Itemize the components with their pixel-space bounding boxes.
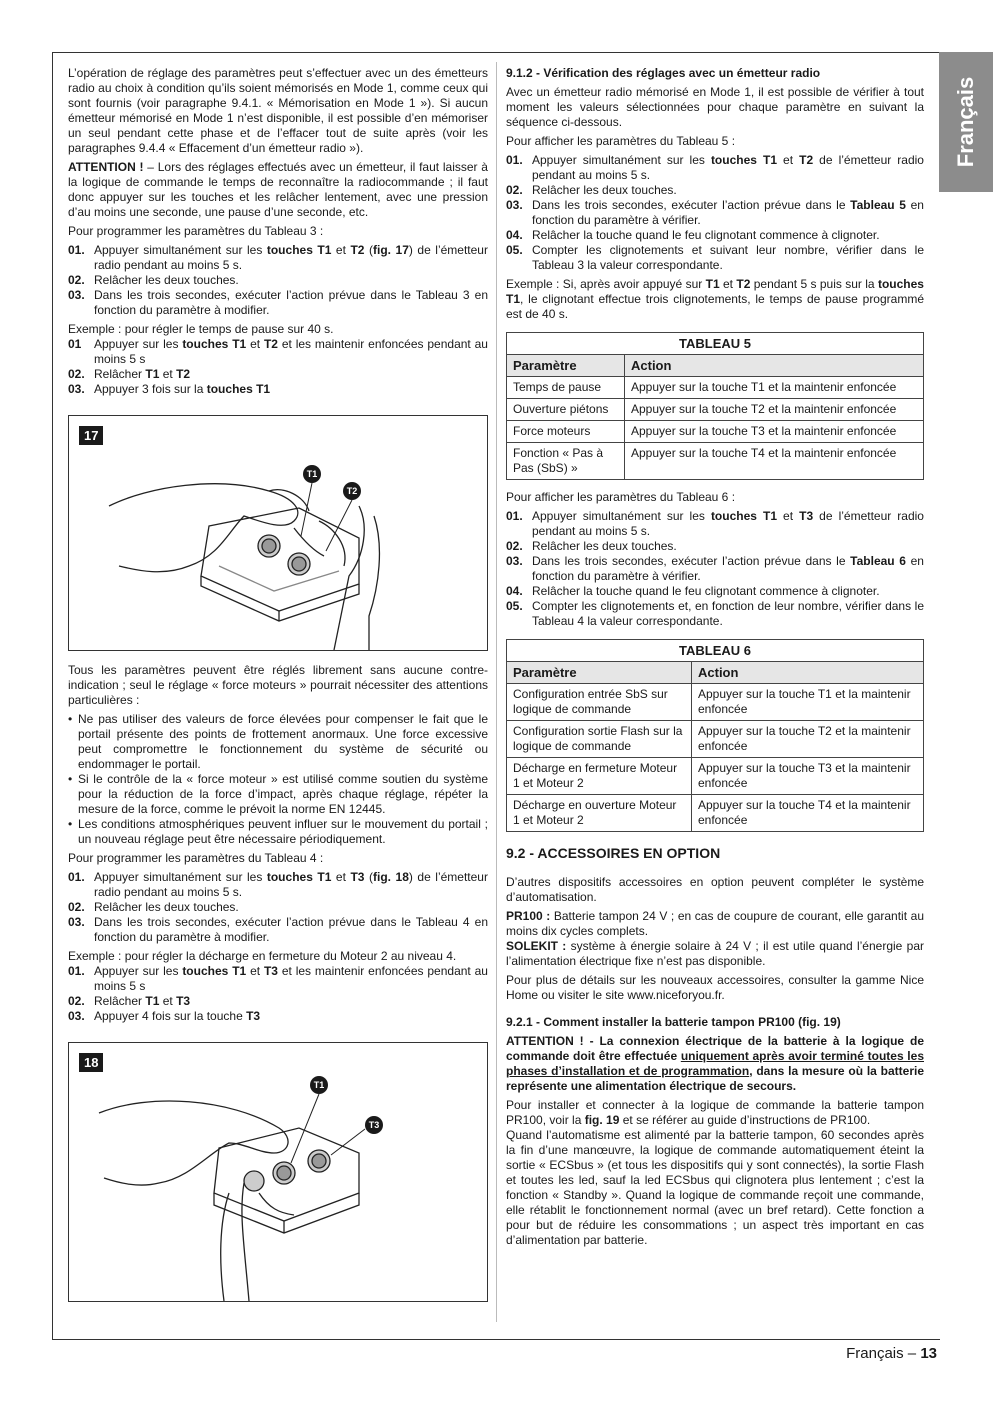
accessory-name: SOLEKIT :	[506, 939, 567, 953]
attention-paragraph	[68, 160, 488, 220]
step-key: T2	[263, 337, 278, 351]
step-text: Compter les clignotements et suivant leur nombre, vérifier dans le Tableau 3 la valeur correspondante.	[532, 243, 924, 272]
step-number: 04.	[506, 584, 523, 598]
column-header: Action	[625, 355, 924, 377]
step-number: 01.	[506, 153, 523, 167]
step-number: 04.	[506, 228, 523, 242]
step-text: (	[364, 243, 374, 257]
step-tableref: Tableau 5	[850, 198, 906, 212]
install-paragraph	[506, 1098, 924, 1128]
example4-steps	[68, 964, 488, 1024]
step-number: 01.	[506, 509, 523, 523]
bullet-item: • Ne pas utiliser des valeurs de force élevées pour compenser le fait que le portail présente des points de frottement anormaux. Une force excessive peut compromettre le fonctionnement du système de sécurité ou endommager le portail.	[68, 712, 488, 772]
table-row	[507, 443, 924, 480]
step-text: Appuyer simultanément sur les	[94, 243, 267, 257]
step-key: touches T1	[266, 243, 332, 257]
table-5	[506, 332, 924, 480]
step-number: 03.	[68, 915, 85, 929]
table-cell: Décharge en ouverture Moteur 1 et Moteur 2	[507, 795, 692, 832]
pr100-paragraph	[506, 909, 924, 939]
column-header: Paramètre	[507, 662, 692, 684]
step-text: Dans les trois secondes, exécuter l’action prévue dans le Tableau 3 en fonction du paramètre à modifier.	[94, 288, 488, 317]
step-key: touches T1	[710, 153, 777, 167]
figure-17	[68, 415, 488, 651]
figure-18	[68, 1042, 488, 1302]
example3-text: Exemple : pour régler le temps de pause sur 40 s.	[68, 322, 334, 336]
remote-hand-illustration	[69, 1043, 486, 1301]
warning-text: , dans la mesure où la batterie représente une alimentation électrique de secours.	[506, 1064, 924, 1093]
footer-language: Français –	[846, 1345, 921, 1362]
battery-warning	[506, 1034, 924, 1094]
step-text: et les maintenir enfoncées pendant au moins 5 s	[94, 964, 488, 993]
text-run: et	[719, 277, 737, 291]
step-text: Appuyer sur les	[94, 337, 183, 351]
step-item	[506, 554, 924, 584]
step-figref: fig. 18	[373, 870, 409, 884]
step-text: Appuyer sur les	[94, 964, 183, 978]
table-cell: Configuration sortie Flash sur la logique de commande	[507, 721, 692, 758]
bullet-item: • Si le contrôle de la « force moteur » est utilisé comme soutien du système pour la réduction de la force d’impact, après chaque réglage, répéter la mesure de la force, comme le prévoit la norme EN 12445.	[68, 772, 488, 817]
step-key: T3	[246, 1009, 261, 1023]
table-cell: Appuyer sur la touche T2 et la maintenir enfoncée	[625, 399, 924, 421]
table-cell: Appuyer sur la touche T1 et la maintenir enfoncée	[625, 377, 924, 399]
accessory-name: PR100 :	[506, 909, 551, 923]
table-cell: Appuyer sur la touche T3 et la maintenir enfoncée	[625, 421, 924, 443]
step-number: 01.	[68, 870, 85, 884]
table4-intro: Pour programmer les paramètres du Tableau 4 :	[68, 851, 324, 865]
table6-intro: Pour afficher les paramètres du Tableau 6 :	[506, 490, 736, 504]
step-text: Relâcher les deux touches.	[532, 539, 677, 553]
step-number: 03.	[68, 1009, 85, 1023]
step-number: 01	[68, 337, 82, 351]
step-number: 05.	[506, 243, 523, 257]
attention-text: – Lors des réglages effectués avec un émetteur, il faut laisser à la logique de commande le temps de reconnaître la radiocommande ; il faut donc appuyer sur les touches et les relâcher lentement, avec une pression d’au moins une seconde, une pause d’une seconde, etc.	[68, 160, 488, 219]
step-number: 02.	[68, 367, 85, 381]
step-key: touches T1	[710, 509, 777, 523]
step-item	[68, 273, 488, 288]
table-cell: Appuyer sur la touche T2 et la maintenir enfoncée	[692, 721, 924, 758]
step-text: Appuyer 4 fois sur la touche	[94, 1009, 247, 1023]
table-cell: Force moteurs	[507, 421, 625, 443]
step-item	[506, 198, 924, 228]
step-text: Dans les trois secondes, exécuter l’action prévue dans le	[532, 554, 851, 568]
step-text: Relâcher la touche quand le feu clignotant commence à clignoter.	[532, 584, 880, 598]
params-bullets	[68, 712, 488, 847]
example3-steps	[68, 337, 488, 397]
table-cell: Appuyer sur la touche T4 et la maintenir enfoncée	[625, 443, 924, 480]
text-run: T2	[736, 277, 751, 291]
step-text: en fonction du paramètre à vérifier.	[532, 554, 924, 583]
step-key: T3	[263, 964, 278, 978]
step-item	[68, 870, 488, 900]
accessories-paragraph: D’autres dispositifs accessoires en option peuvent compléter le système d’automatisation.	[506, 875, 924, 904]
step-text: et	[777, 153, 800, 167]
step-key: T3	[176, 994, 191, 1008]
table-cell: Appuyer sur la touche T1 et la maintenir enfoncée	[692, 684, 924, 721]
page-number: 13	[920, 1345, 937, 1362]
section-heading-912: 9.1.2 - Vérification des réglages avec un émetteur radio	[506, 66, 821, 80]
verification-paragraph: Avec un émetteur radio mémorisé en Mode 1, il est possible de vérifier à tout moment les valeurs sélectionnées pour chaque paramètre en suivant la séquence ci-dessous.	[506, 85, 924, 129]
step-text: Relâcher	[94, 994, 146, 1008]
step-key: T3	[799, 509, 814, 523]
step-number: 02.	[68, 900, 85, 914]
table-cell: Temps de pause	[507, 377, 625, 399]
step-text: Appuyer simultanément sur les	[532, 153, 711, 167]
step-number: 03.	[68, 382, 85, 396]
key-label-t1: T1	[306, 469, 318, 479]
solekit-paragraph	[506, 939, 924, 969]
params-paragraph: Tous les paramètres peuvent être réglés librement sans aucune contre-indication ; seul le réglage « force moteurs » pourrait nécessiter des attentions particulières :	[68, 663, 488, 707]
step-number: 03.	[506, 198, 523, 212]
step-item	[68, 337, 488, 367]
step-number: 01.	[68, 964, 85, 978]
table3-intro: Pour programmer les paramètres du Tableau 3 :	[68, 224, 324, 238]
section-heading-92: 9.2 - ACCESSOIRES EN OPTION	[506, 845, 721, 861]
table6-steps	[506, 509, 924, 629]
step-text: Compter les clignotements et, en fonction de leur nombre, vérifier dans le Tableau 4 la valeur correspondante.	[532, 599, 924, 628]
warning-underlined: uniquement après avoir terminé toutes les phases d’installation et de programmation	[506, 1049, 924, 1078]
step-number: 03.	[68, 288, 85, 302]
step-text: Relâcher	[94, 367, 146, 381]
step-item	[506, 153, 924, 183]
table-row	[507, 421, 924, 443]
text-run: , le clignotant effectue trois clignotements, le temps de pause programmé est de 40 s.	[506, 292, 924, 321]
step-item	[68, 994, 488, 1009]
key-label-t1: T1	[313, 1080, 325, 1090]
step-text: Relâcher les deux touches.	[94, 900, 239, 914]
step-figref: fig. 17	[373, 243, 409, 257]
step-number: 03.	[506, 554, 523, 568]
step-key: T2	[350, 243, 365, 257]
step-item	[68, 367, 488, 382]
step-number: 01.	[68, 243, 85, 257]
step-text: (	[364, 870, 374, 884]
step-text: et	[246, 964, 264, 978]
figure-ref: fig. 19	[584, 1113, 620, 1127]
table-row	[507, 795, 924, 832]
table-caption: TABLEAU 5	[507, 333, 924, 355]
step-text: ) de l’émetteur radio pendant au moins 5 s.	[94, 870, 488, 899]
table-row	[507, 684, 924, 721]
table-cell: Décharge en fermeture Moteur 1 et Moteur 2	[507, 758, 692, 795]
column-header: Action	[692, 662, 924, 684]
text-run: Exemple : Si, après avoir appuyé sur	[506, 277, 706, 291]
page-footer	[846, 1345, 937, 1362]
step-number: 02.	[68, 273, 85, 287]
step-item	[68, 243, 488, 273]
accessory-desc: système à énergie solaire à 24 V ; il est utile quand l’énergie par l’alimentation électrique fixe n’est pas disponible.	[506, 939, 924, 968]
step-key: touches T1	[206, 382, 271, 396]
table4-steps	[68, 870, 488, 945]
step-text: et	[159, 994, 177, 1008]
table-row	[507, 758, 924, 795]
text-run: T1	[705, 277, 720, 291]
step-text: et	[331, 870, 351, 884]
table-cell: Ouverture piétons	[507, 399, 625, 421]
step-item	[68, 1009, 488, 1024]
table3-steps	[68, 243, 488, 318]
language-tab	[939, 52, 993, 192]
step-text: Appuyer 3 fois sur la	[94, 382, 207, 396]
table-cell: Appuyer sur la touche T4 et la maintenir enfoncée	[692, 795, 924, 832]
attention-label: ATTENTION !	[68, 160, 144, 174]
step-item	[506, 539, 924, 554]
step-key: T1	[145, 367, 160, 381]
step-key: touches T1	[182, 337, 247, 351]
step-item	[68, 288, 488, 318]
section-heading-921: 9.2.1 - Comment installer la batterie tampon PR100 (fig. 19)	[506, 1015, 841, 1029]
step-text: et les maintenir enfoncées pendant au moins 5 s	[94, 337, 488, 366]
table-caption: TABLEAU 6	[507, 640, 924, 662]
step-item	[506, 509, 924, 539]
text-run: pendant 5 s puis sur la	[750, 277, 878, 291]
step-text: Relâcher les deux touches.	[532, 183, 677, 197]
table-row	[507, 399, 924, 421]
step-number: 02.	[68, 994, 85, 1008]
step-text: Relâcher les deux touches.	[94, 273, 239, 287]
step-item	[506, 243, 924, 273]
step-item	[68, 382, 488, 397]
figure-number: 17	[79, 426, 103, 445]
example5-text	[506, 277, 924, 322]
table-cell: Fonction « Pas à Pas (SbS) »	[507, 443, 625, 480]
standby-paragraph: Quand l’automatisme est alimenté par la batterie tampon, 60 secondes après la fin d’une manœuvre, la logique de commande automatiquement éteint la sortie « ECSbus » (et tous les dispositifs qui y sont connectés), la sortie Flash et toutes les led, sauf la led ECSbus qui clignotera plus lentement ; c’est la fonction « Standby ». Quand la logique de commande reçoit une commande, elle rétablit le fonctionnement normal (avec un bref retard). Cette fonction a pour but de réduire les consommations ; un aspect très important en cas d’alimentation par batterie.	[506, 1128, 924, 1247]
column-divider	[496, 62, 497, 1322]
step-number: 02.	[506, 539, 523, 553]
remote-hand-illustration	[69, 416, 486, 650]
step-text: et	[246, 337, 264, 351]
table-cell: Appuyer sur la touche T3 et la maintenir enfoncée	[692, 758, 924, 795]
step-item	[68, 964, 488, 994]
step-text: et	[331, 243, 351, 257]
step-text: en fonction du paramètre à vérifier.	[532, 198, 924, 227]
step-item	[68, 915, 488, 945]
example4-text: Exemple : pour régler la décharge en fermeture du Moteur 2 au niveau 4.	[68, 949, 457, 963]
step-key: T3	[350, 870, 365, 884]
intro-paragraph: L’opération de réglage des paramètres peut s’effectuer avec un des émetteurs radio au choix à condition qu’ils soient mémorisés en Mode 1, comme ceux qui sont fournis (voir paragraphe 9.4.1. « Mémorisation en Mode 1 »). Si aucun émetteur mémorisé en Mode 1 n’est disponible, il est possible d’en mémoriser un seul pendant cette phase et de l’effacer tout de suite après (voir les paragraphes 9.4.4 « Effacement d’un émetteur radio »).	[68, 66, 488, 155]
more-info-paragraph: Pour plus de détails sur les nouveaux accessoires, consulter la gamme Nice Home ou visiter le site www.niceforyou.fr.	[506, 973, 924, 1002]
step-item	[506, 599, 924, 629]
step-item	[506, 228, 924, 243]
step-item	[68, 900, 488, 915]
warning-text: ATTENTION ! - La connexion électrique de la batterie à la logique de commande doit être effectuée	[506, 1034, 924, 1063]
table-row	[507, 721, 924, 758]
step-key: T2	[799, 153, 814, 167]
step-number: 05.	[506, 599, 523, 613]
key-label-t2: T2	[346, 486, 358, 496]
step-text: et	[159, 367, 177, 381]
accessory-desc: Batterie tampon 24 V ; en cas de coupure de courant, elle garantit au moins dix cycles complets.	[506, 909, 924, 938]
key-label-t3: T3	[368, 1120, 380, 1130]
table-cell: Configuration entrée SbS sur logique de commande	[507, 684, 692, 721]
table5-intro: Pour afficher les paramètres du Tableau 5 :	[506, 134, 736, 148]
step-key: T2	[176, 367, 191, 381]
text-run: et se référer au guide d’instructions de PR100.	[619, 1113, 871, 1127]
text-run: Pour installer et connecter à la logique de commande la batterie tampon PR100, voir la	[506, 1098, 924, 1127]
step-text: Relâcher la touche quand le feu clignotant commence à clignoter.	[532, 228, 880, 242]
step-item	[506, 183, 924, 198]
table-row	[507, 377, 924, 399]
bullet-item: • Les conditions atmosphériques peuvent influer sur le mouvement du portail ; un nouveau réglage peut être nécessaire périodiquement.	[68, 817, 488, 847]
text-run: touches T1	[506, 277, 924, 306]
right-column	[506, 66, 924, 1252]
table5-steps	[506, 153, 924, 273]
step-key: T1	[145, 994, 160, 1008]
language-tab-label: Français	[953, 76, 978, 168]
step-text: de l’émetteur radio pendant au moins 5 s.	[532, 509, 924, 538]
step-text: Dans les trois secondes, exécuter l’action prévue dans le	[532, 198, 851, 212]
step-text: Appuyer simultanément sur les	[532, 509, 711, 523]
step-text: Dans les trois secondes, exécuter l’action prévue dans le Tableau 4 en fonction du paramètre à modifier.	[94, 915, 488, 944]
step-text: Appuyer simultanément sur les	[94, 870, 267, 884]
column-header: Paramètre	[507, 355, 625, 377]
step-key: touches T1	[266, 870, 332, 884]
table-6	[506, 639, 924, 832]
step-key: touches T1	[182, 964, 247, 978]
step-item	[506, 584, 924, 599]
step-number: 02.	[506, 183, 523, 197]
figure-number: 18	[79, 1053, 103, 1072]
step-text: et	[777, 509, 800, 523]
left-column	[68, 66, 488, 1314]
step-tableref: Tableau 6	[850, 554, 906, 568]
step-text: de l’émetteur radio pendant au moins 5 s.	[532, 153, 924, 182]
step-text: ) de l’émetteur radio pendant au moins 5 s.	[94, 243, 488, 272]
